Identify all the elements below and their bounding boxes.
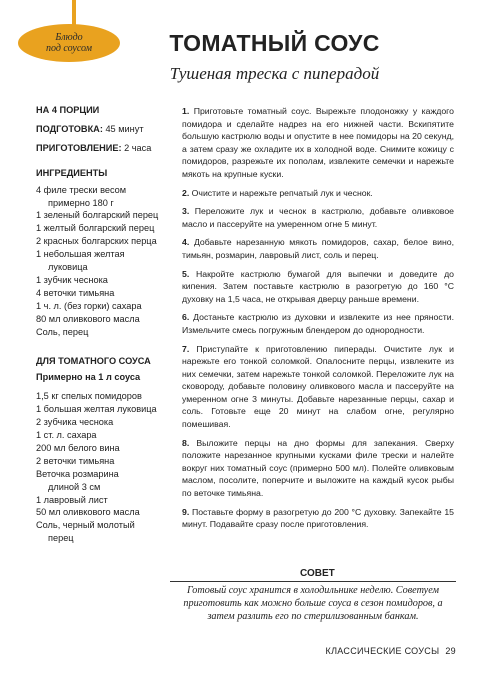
- step-number: 4.: [182, 237, 190, 248]
- cook-time: ПРИГОТОВЛЕНИЕ: 2 часа: [36, 142, 152, 153]
- badge-line-2: под соусом: [45, 43, 93, 54]
- ingredient-line: луковица: [48, 262, 88, 273]
- sauce-drip-decoration: [72, 0, 76, 26]
- ingredient-line: 4 веточки тимьяна: [36, 287, 115, 298]
- method-step: [182, 268, 454, 306]
- step-number: 7.: [182, 343, 190, 354]
- ingredient-line: Соль, черный молотый: [36, 520, 135, 531]
- tip-heading: СОВЕТ: [300, 568, 335, 579]
- ingredient-line: 2 веточки тимьяна: [36, 455, 115, 466]
- step-number: 3.: [182, 206, 190, 217]
- ingredient-line: 1 небольшая желтая: [36, 249, 125, 260]
- tip-text: Готовый соус хранится в холодильнике неделю. Советуем приготовить как можно больше соуса в сезон помидоров, а затем разлить его по стерилизованным банкам.: [183, 585, 443, 622]
- method-step: [182, 105, 454, 181]
- section-name: КЛАССИЧЕСКИЕ СОУСЫ: [325, 646, 440, 656]
- ingredient-line: Веточка розмарина: [36, 468, 119, 479]
- ingredient-line: 50 мл оливкового масла: [36, 507, 140, 518]
- step-text: Приготовьте томатный соус. Вырежьте плодоножку у каждого помидора и сделайте надрез на его нижней части. Вскипятите большую кастрюлю воды и опустите в нее помидоры на 20 секунд, а затем сразу же охладите их в холодной воде. Снимите кожицу с помидоров, разрежьте их пополам, извлеките семечки и нарежьте мякоть на крупные куски.: [182, 106, 454, 179]
- ingredient-line: 1 ст. л. сахара: [36, 430, 97, 441]
- badge-line-1: Блюдо: [55, 32, 83, 43]
- ingredient-line: 4 филе трески весом: [36, 184, 127, 195]
- step-number: 2.: [182, 187, 190, 198]
- method-step: [182, 311, 454, 336]
- ingredient-line: 1,5 кг спелых помидоров: [36, 391, 142, 402]
- ingredient-line: 2 зубчика чеснока: [36, 417, 114, 428]
- ingredient-line: 80 мл оливкового масла: [36, 313, 140, 324]
- method-step: [182, 343, 454, 431]
- tip-divider: [170, 581, 456, 582]
- ingredient-line: 200 мл белого вина: [36, 442, 120, 453]
- ingredients-column: [36, 104, 176, 545]
- step-text: Выложите перцы на дно формы для запекания. Сверху положите нарезанное крупными кусками филе трески и налейте вокруг них томатный соус (примерно 500 мл). Полейте оливковым маслом, посолите, поперчите и выложите на каждый кусок рыбы по веточке тимьяна.: [182, 437, 455, 499]
- ingredient-line: 1 большая желтая луковица: [36, 404, 157, 415]
- method-step: [182, 205, 454, 230]
- method-steps: [182, 105, 454, 537]
- ingredients-heading: ИНГРЕДИЕНТЫ: [36, 167, 108, 178]
- method-step: [182, 187, 454, 200]
- prep-time: ПОДГОТОВКА: 45 минут: [36, 123, 144, 134]
- page-title: ТОМАТНЫЙ СОУС: [169, 30, 380, 56]
- step-number: 6.: [182, 312, 190, 323]
- step-text: Переложите лук и чеснок в кастрюлю, добавьте оливковое масло и пассеруйте на умеренном огне 5 минут.: [182, 206, 454, 229]
- sauce-yield: Примерно на 1 л соуса: [36, 372, 141, 383]
- ingredient-line: Соль, перец: [36, 326, 89, 337]
- ingredient-line: 1 зеленый болгарский перец: [36, 210, 159, 221]
- ingredients-list: [36, 184, 176, 339]
- step-number: 5.: [182, 268, 190, 279]
- method-step: [182, 437, 454, 500]
- step-text: Достаньте кастрюлю из духовки и извлеките из нее пряности. Измельчите смесь погружным блендером до однородности.: [182, 312, 454, 335]
- method-step: [182, 236, 454, 261]
- step-text: Добавьте нарезанную мякоть помидоров, сахар, белое вино, тимьян, розмарин, лавровый лист, соль и перец.: [182, 237, 454, 260]
- step-number: 9.: [182, 506, 190, 517]
- step-text: Накройте кастрюлю бумагой для выпечки и доведите до кипения. Затем поставьте кастрюлю в разогретую до 160 °C духовку на 1,5 часа, не открывая дверцу раньше времени.: [182, 268, 454, 304]
- step-number: 1.: [182, 106, 190, 116]
- ingredient-line: 1 зубчик чеснока: [36, 274, 108, 285]
- ingredient-line: 2 красных болгарских перца: [36, 236, 157, 247]
- ingredient-line: 1 ч. л. (без горки) сахара: [36, 300, 142, 311]
- ingredient-line: 1 желтый болгарский перец: [36, 223, 155, 234]
- step-text: Поставьте форму в разогретую до 200 °C духовку. Запекайте 15 минут. Подавайте сразу после приготовления.: [182, 506, 454, 530]
- ingredient-line: 1 лавровый лист: [36, 494, 108, 505]
- page-number: 29: [445, 646, 456, 656]
- step-text: Очистите и нарежьте репчатый лук и чеснок.: [191, 187, 373, 198]
- recipe-subtitle: Тушеная треска с пиперадой: [169, 64, 380, 83]
- servings: НА 4 ПОРЦИИ: [36, 105, 100, 115]
- ingredient-line: примерно 180 г: [48, 197, 114, 208]
- ingredient-line: перец: [48, 533, 74, 544]
- page-footer: [326, 646, 456, 656]
- method-step: [182, 506, 454, 531]
- ingredient-line: длиной 3 см: [48, 481, 101, 492]
- sauce-heading: ДЛЯ ТОМАТНОГО СОУСА: [36, 355, 151, 366]
- sauce-ingredients-list: [36, 390, 176, 545]
- step-text: Приступайте к приготовлению пиперады. Очистите лук и нарежьте его тонкой соломкой. Опалосните перцы, извлеките из них семечки, затем нарежьте тонкой соломкой. Переложите лук на сковороду, добавьте половину оливкового масла и пассеруйте на умеренном огне 3 минуты. Добавьте нарезанные перцы, сахар и соль. Готовьте еще 20 минут на слабом огне, регулярно помешивая.: [182, 343, 454, 430]
- step-number: 8.: [182, 437, 190, 448]
